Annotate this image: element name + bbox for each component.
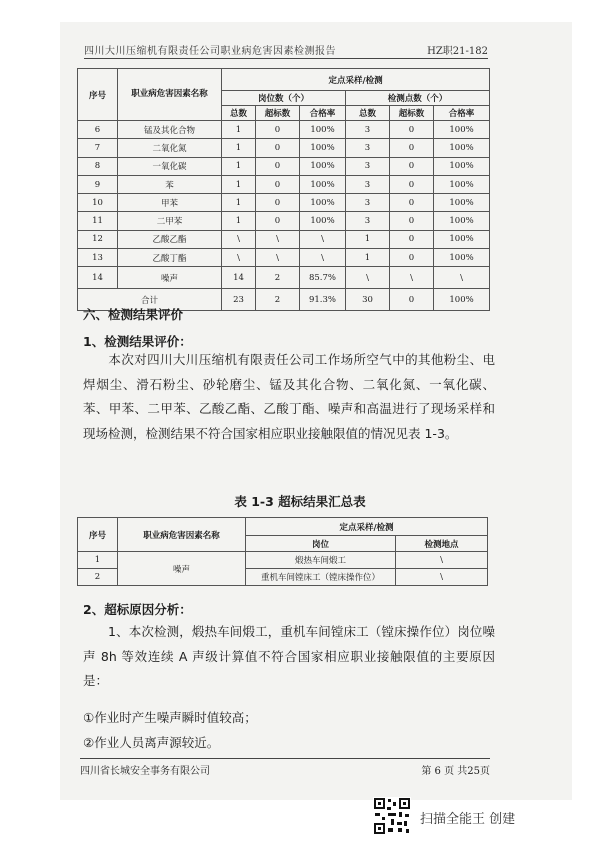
table-row: 12 乙酸乙酯 \ \ \ 1 0 100% xyxy=(78,230,490,248)
th-no: 序号 xyxy=(78,69,118,121)
th2-point: 检测地点 xyxy=(396,536,488,552)
table-row: 1 噪声 煅热车间煅工 \ xyxy=(78,552,488,569)
th-points-total: 总数 xyxy=(346,106,390,121)
th2-group: 定点采样/检测 xyxy=(246,518,488,536)
th-post-total: 总数 xyxy=(222,106,256,121)
footer-page-number: 第 6 页 共25页 xyxy=(421,766,490,777)
th-points-over: 超标数 xyxy=(390,106,434,121)
factor-noise: 噪声 xyxy=(118,552,246,586)
th-post: 岗位数（个） xyxy=(222,91,346,106)
page-footer xyxy=(80,758,490,777)
exceed-summary-table xyxy=(77,517,488,586)
page-header xyxy=(84,38,488,59)
table-total-row: 合计 23 2 91.3% 30 0 100% xyxy=(78,289,490,311)
table-caption: 表 1-3 超标结果汇总表 xyxy=(234,494,366,509)
subsection-heading-2: 2、超标原因分析： xyxy=(83,602,192,617)
evaluation-paragraph: 本次对四川大川压缩机有限责任公司工作场所空气中的其他粉尘、电焊烟尘、滑石粉尘、砂轮磨尘、锰及其化合物、二氧化氮、一氧化碳、苯、甲苯、二甲苯、乙酸乙酯、乙酸丁酯、噪声和高温进行了现场采样和现场检测，检测结果不符合国家相应职业接触限值的情况见表 1-3。 xyxy=(83,352,495,441)
cause-paragraph: 1、本次检测，煅热车间煅工，重机车间镗床工（镗床操作位）岗位噪声 8h 等效连续 A 声级计算值不符合国家相应职业接触限值的主要原因是： xyxy=(83,624,495,688)
subsection-heading: 1、检测结果评价： xyxy=(83,334,192,349)
th-points-rate: 合格率 xyxy=(434,106,490,121)
th2-factor: 职业病危害因素名称 xyxy=(118,518,246,552)
table-row: 10 甲苯 1 0 100% 3 0 100% xyxy=(78,194,490,212)
table-row: 8 一氧化碳 1 0 100% 3 0 100% xyxy=(78,157,490,175)
table-row: 14 噪声 14 2 85.7% \ \ \ xyxy=(78,267,490,289)
th2-no: 序号 xyxy=(78,518,118,552)
results-table xyxy=(77,68,490,311)
table-row: 13 乙酸丁酯 \ \ \ 1 0 100% xyxy=(78,249,490,267)
th-post-over: 超标数 xyxy=(256,106,300,121)
th-group: 定点采样/检测 xyxy=(222,69,490,91)
table-row: 11 二甲苯 1 0 100% 3 0 100% xyxy=(78,212,490,230)
th-points: 检测点数（个） xyxy=(346,91,490,106)
footer-company: 四川省长城安全事务有限公司 xyxy=(80,766,210,777)
table-row: 7 二氧化氮 1 0 100% 3 0 100% xyxy=(78,139,490,157)
th-factor: 职业病危害因素名称 xyxy=(118,69,222,121)
report-code: HZ职21-182 xyxy=(427,46,488,57)
table-row: 9 苯 1 0 100% 3 0 100% xyxy=(78,175,490,193)
reason-1: ①作业时产生噪声瞬时值较高； xyxy=(83,710,257,725)
th2-post: 岗位 xyxy=(246,536,396,552)
scanner-watermark: 扫描全能王 创建 xyxy=(420,812,516,827)
section-heading: 六、检测结果评价 xyxy=(83,307,184,322)
table-row: 2 重机车间镗床工（镗床操作位） \ xyxy=(78,569,488,586)
th-post-rate: 合格率 xyxy=(300,106,346,121)
qr-code-icon xyxy=(373,797,411,835)
reason-2: ②作业人员离声源较近。 xyxy=(83,735,220,750)
report-title: 四川大川压缩机有限责任公司职业病危害因素检测报告 xyxy=(84,46,336,57)
table-row: 6 锰及其化合物 1 0 100% 3 0 100% xyxy=(78,121,490,139)
